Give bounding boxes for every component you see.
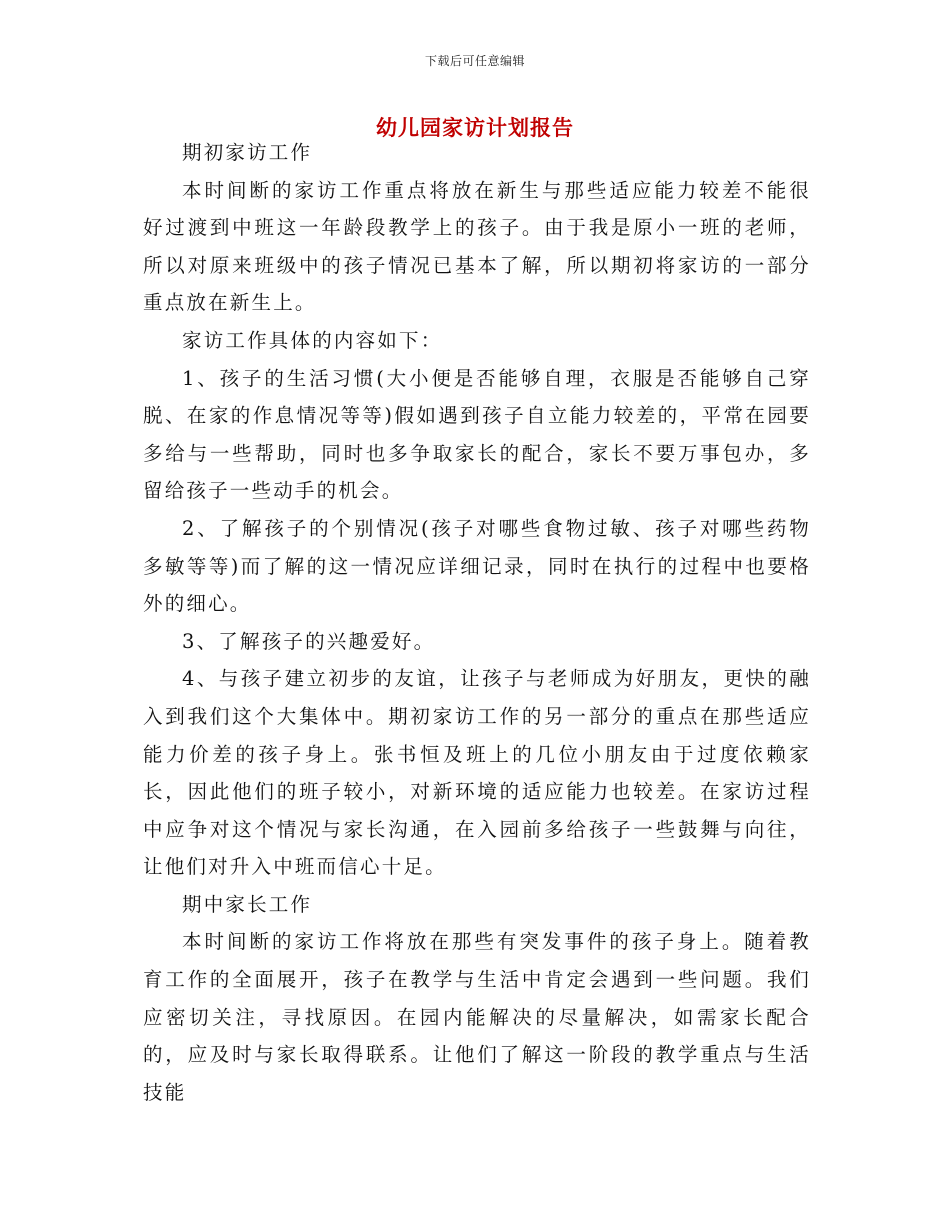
section-heading-mid-term: 期中家长工作 — [182, 892, 313, 916]
paragraph: 本时间断的家访工作重点将放在新生与那些适应能力较差不能很好过渡到中班这一年龄段教学上的孩子。由于我是原小一班的老师，所以对原来班级中的孩子情况已基本了解，所以期初将家访的一部分重点放在新生上。 — [143, 178, 811, 315]
list-item: 4、与孩子建立初步的友谊，让孩子与老师成为好朋友，更快的融入到我们这个大集体中。期初家访工作的另一部分的重点在那些适应能力价差的孩子身上。张书恒及班上的几位小朋友由于过度依赖家长，因此他们的班子较小，对新环境的适应能力也较差。在家访过程中应争对这个情况与家长沟通，在入园前多给孩子一些鼓舞与向往，让他们对升入中班而信心十足。 — [143, 667, 811, 879]
paragraph: 本时间断的家访工作将放在那些有突发事件的孩子身上。随着教育工作的全面展开，孩子在教学与生活中肯定会遇到一些问题。我们应密切关注，寻找原因。在园内能解决的尽量解决，如需家长配合的，应及时与家长取得联系。让他们了解这一阶段的教学重点与生活技能 — [143, 930, 811, 1104]
list-item: 2、了解孩子的个别情况(孩子对哪些食物过敏、孩子对哪些药物多敏等等)而了解的这一情况应详细记录，同时在执行的过程中也要格外的细心。 — [143, 516, 811, 616]
document-body — [143, 134, 811, 1111]
paragraph: 家访工作具体的内容如下： — [182, 328, 443, 352]
section-heading-early-visits: 期初家访工作 — [182, 141, 313, 164]
list-item: 1、孩子的生活习惯(大小便是否能够自理，衣服是否能够自己穿脱、在家的作息情况等等)假如遇到孩子自立能力较差的，平常在园要多给与一些帮助，同时也多争取家长的配合，家长不要万事包办，多留给孩子一些动手的机会。 — [143, 366, 811, 503]
document-title: 幼儿园家访计划报告 — [376, 115, 574, 140]
list-item: 3、了解孩子的兴趣爱好。 — [182, 629, 436, 653]
header-note: 下载后可任意编辑 — [424, 54, 525, 68]
